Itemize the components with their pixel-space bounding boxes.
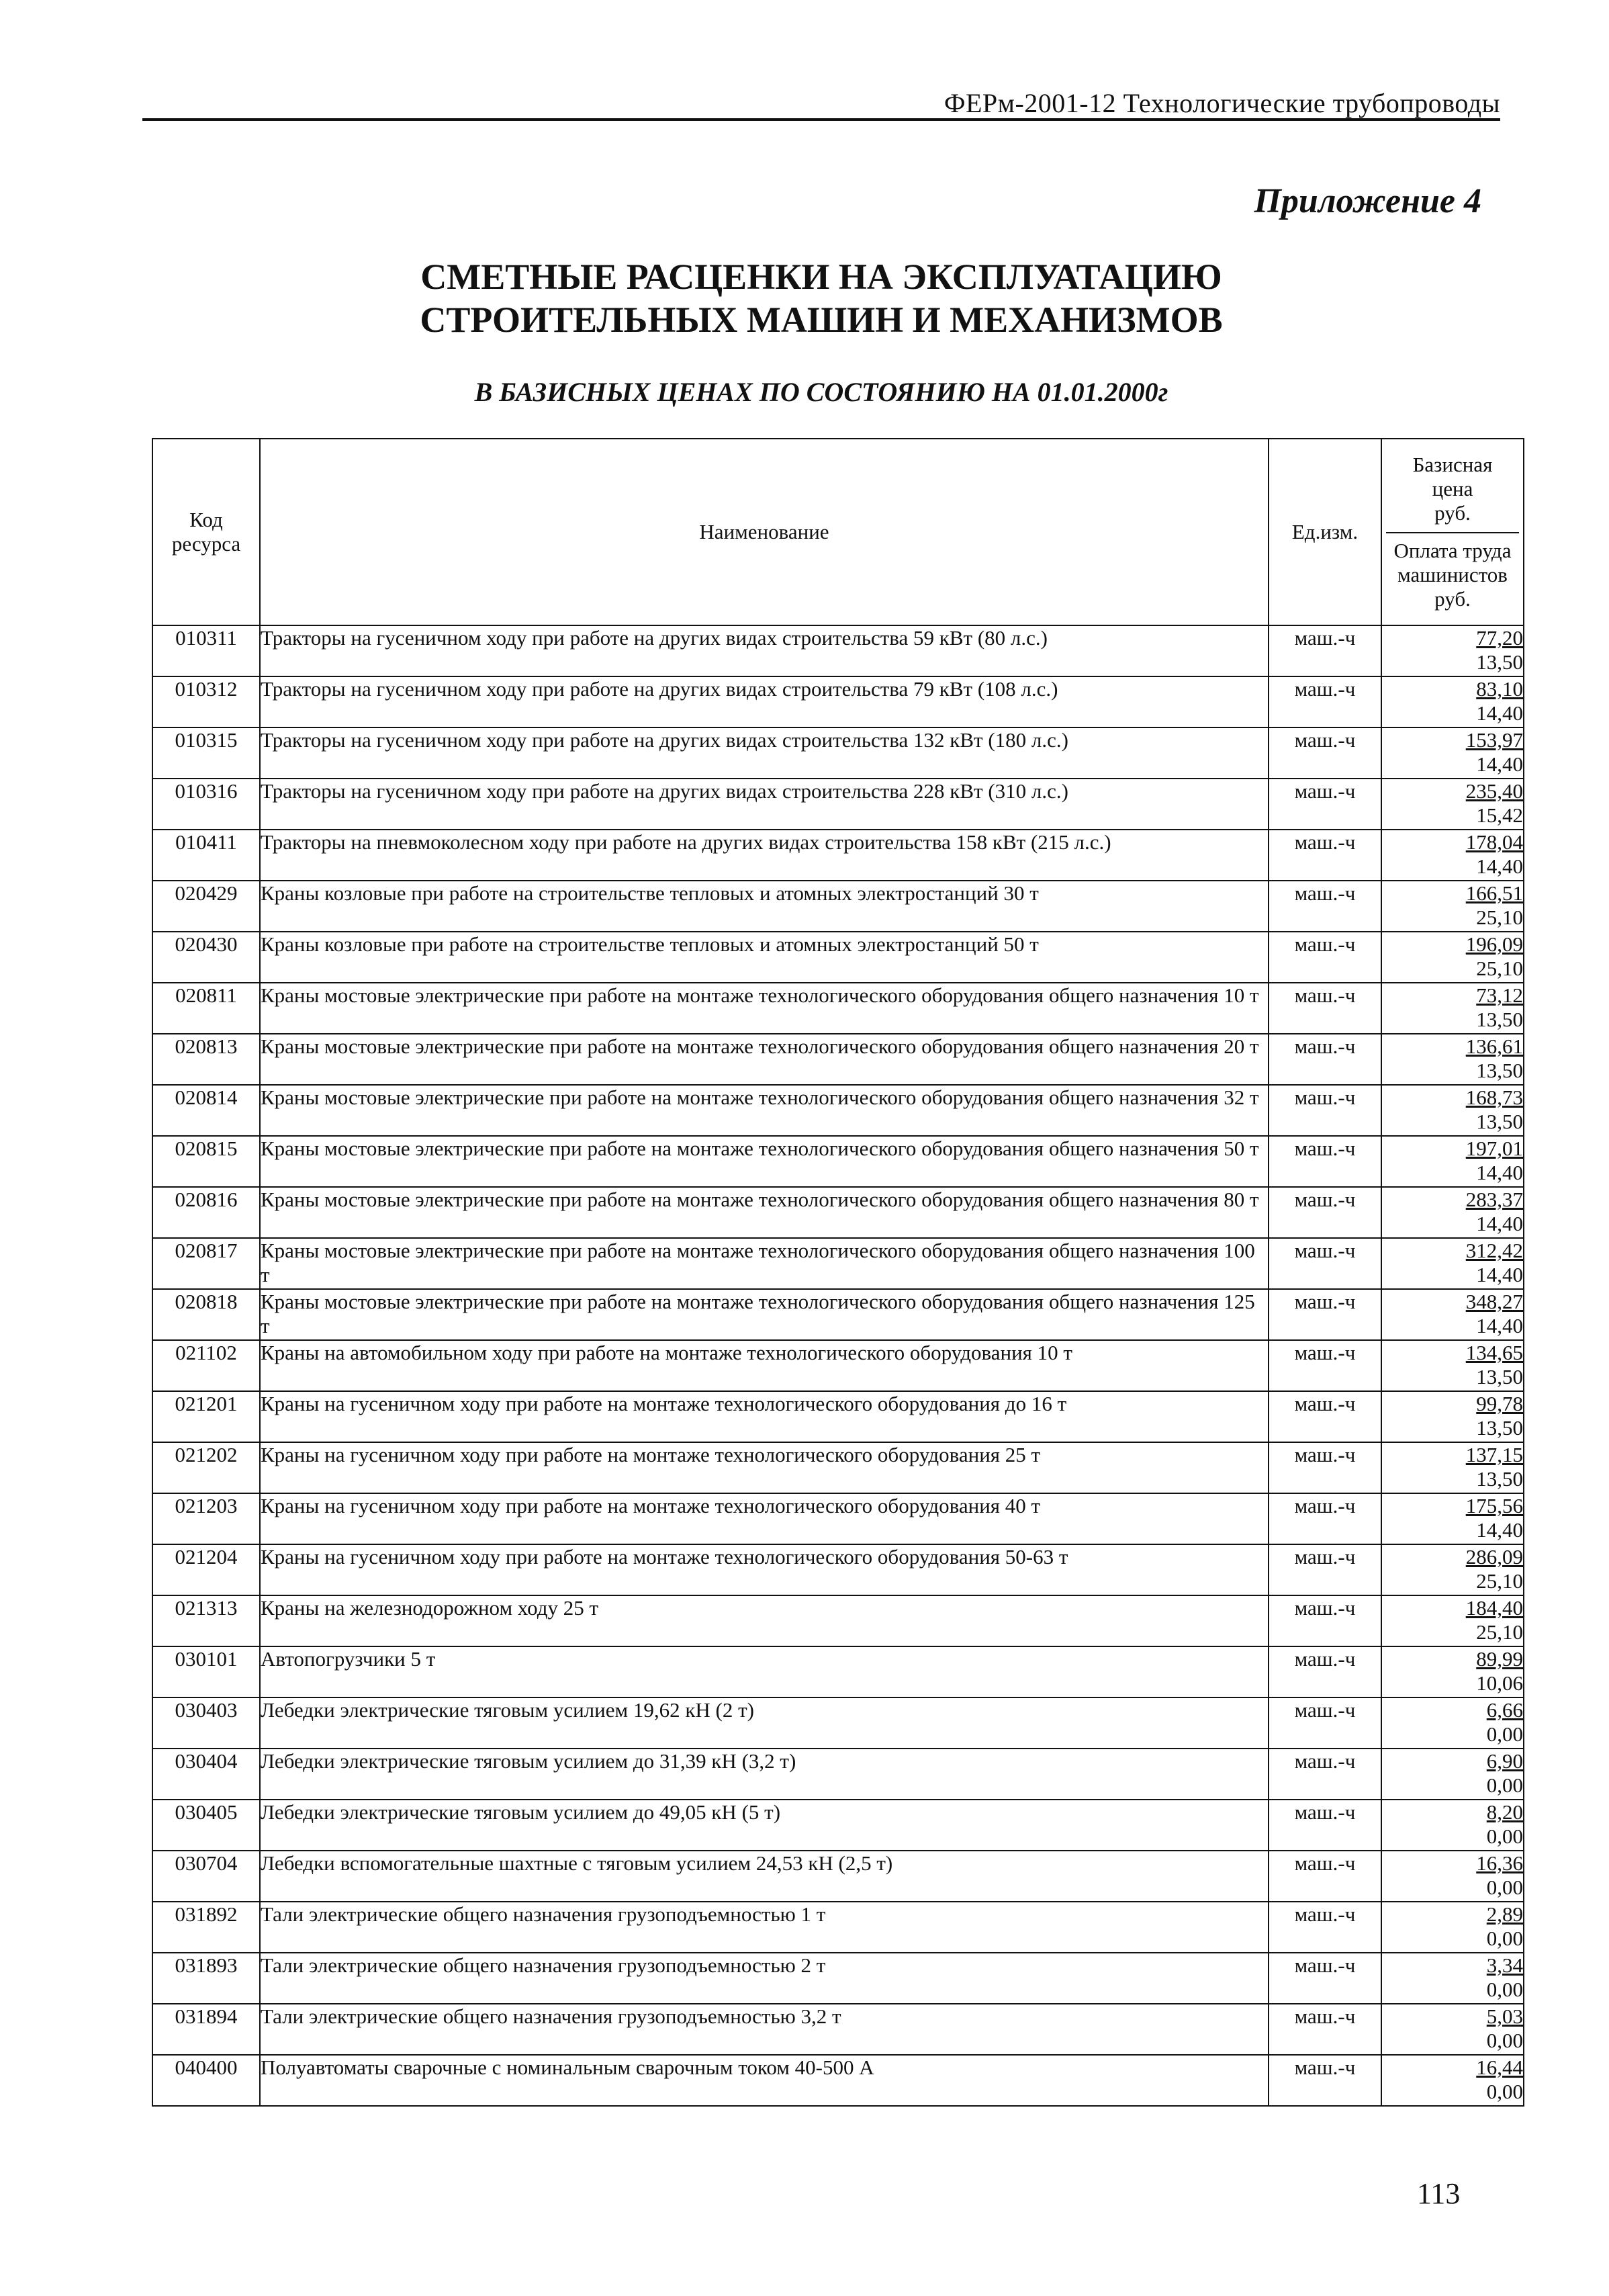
base-price: 283,37	[1465, 1188, 1523, 1211]
resource-code: 030405	[152, 1800, 260, 1851]
resource-code: 020429	[152, 881, 260, 932]
operator-wage: 14,40	[1476, 1314, 1523, 1337]
price-cell	[1381, 779, 1524, 830]
operator-wage: 0,00	[1486, 1978, 1523, 2001]
resource-name: Краны на железнодорожном ходу 25 т	[260, 1595, 1269, 1646]
resource-name: Тали электрические общего назначения грузоподъемностью 3,2 т	[260, 2004, 1269, 2055]
resource-unit: маш.-ч	[1269, 1238, 1381, 1289]
price-cell	[1381, 1238, 1524, 1289]
resource-name: Краны мостовые электрические при работе на монтаже технологического оборудования общего назначения 50 т	[260, 1136, 1269, 1187]
resource-name: Краны мостовые электрические при работе на монтаже технологического оборудования общего назначения 32 т	[260, 1085, 1269, 1136]
table-row	[152, 1136, 1524, 1187]
resource-name: Лебедки электрические тяговым усилием 19,62 кН (2 т)	[260, 1697, 1269, 1749]
resource-code: 020815	[152, 1136, 260, 1187]
resource-name: Лебедки электрические тяговым усилием до 31,39 кН (3,2 т)	[260, 1749, 1269, 1800]
price-cell	[1381, 1034, 1524, 1085]
base-price: 5,03	[1486, 2004, 1523, 2028]
base-price: 286,09	[1465, 1545, 1523, 1569]
operator-wage: 14,40	[1476, 752, 1523, 776]
price-cell	[1381, 1289, 1524, 1340]
base-price: 6,66	[1486, 1698, 1523, 1722]
operator-wage: 13,50	[1476, 1467, 1523, 1491]
table-row	[152, 830, 1524, 881]
resource-unit: маш.-ч	[1269, 1085, 1381, 1136]
resource-name: Лебедки вспомогательные шахтные с тяговым усилием 24,53 кН (2,5 т)	[260, 1851, 1269, 1902]
resource-code: 021313	[152, 1595, 260, 1646]
resource-unit: маш.-ч	[1269, 2004, 1381, 2055]
table-row	[152, 779, 1524, 830]
resource-unit: маш.-ч	[1269, 1340, 1381, 1391]
operator-wage: 14,40	[1476, 1263, 1523, 1286]
price-cell	[1381, 881, 1524, 932]
price-cell	[1381, 1646, 1524, 1697]
header-price-line2: цена	[1432, 477, 1473, 500]
table-row	[152, 1034, 1524, 1085]
table-row	[152, 625, 1524, 676]
resource-code: 021102	[152, 1340, 260, 1391]
price-cell	[1381, 1851, 1524, 1902]
running-header: ФЕРм-2001-12 Технологические трубопроводы	[944, 88, 1500, 118]
price-cell	[1381, 727, 1524, 779]
resource-unit: маш.-ч	[1269, 1442, 1381, 1493]
resource-name: Краны мостовые электрические при работе на монтаже технологического оборудования общего назначения 125 т	[260, 1289, 1269, 1340]
price-cell	[1381, 1340, 1524, 1391]
title-line-1: СМЕТНЫЕ РАСЦЕНКИ НА ЭКСПЛУАТАЦИЮ	[420, 257, 1222, 297]
resource-name: Автопогрузчики 5 т	[260, 1646, 1269, 1697]
resource-unit: маш.-ч	[1269, 1749, 1381, 1800]
operator-wage: 14,40	[1476, 701, 1523, 725]
title-line-2: СТРОИТЕЛЬНЫХ МАШИН И МЕХАНИЗМОВ	[420, 300, 1223, 340]
operator-wage: 15,42	[1476, 803, 1523, 827]
base-price: 77,20	[1476, 626, 1523, 650]
table-row	[152, 1442, 1524, 1493]
operator-wage: 0,00	[1486, 1927, 1523, 1950]
resource-code: 030404	[152, 1749, 260, 1800]
price-cell	[1381, 1902, 1524, 1953]
operator-wage: 13,50	[1476, 1110, 1523, 1133]
base-price: 136,61	[1465, 1034, 1523, 1058]
resource-name: Тали электрические общего назначения грузоподъемностью 2 т	[260, 1953, 1269, 2004]
header-rule	[142, 118, 1500, 121]
price-cell	[1381, 1187, 1524, 1238]
resource-code: 040400	[152, 2055, 260, 2106]
header-wage-line1: Оплата труда	[1393, 539, 1512, 562]
base-price: 153,97	[1465, 728, 1523, 752]
resource-unit: маш.-ч	[1269, 1697, 1381, 1749]
resource-name: Тракторы на гусеничном ходу при работе на других видах строительства 79 кВт (108 л.с.)	[260, 676, 1269, 727]
table-row	[152, 1493, 1524, 1544]
resource-unit: маш.-ч	[1269, 1800, 1381, 1851]
table-body	[152, 625, 1524, 2106]
resource-code: 010315	[152, 727, 260, 779]
operator-wage: 0,00	[1486, 2029, 1523, 2052]
table-row	[152, 1085, 1524, 1136]
base-price: 3,34	[1486, 1953, 1523, 1977]
price-cell	[1381, 1544, 1524, 1595]
base-price: 134,65	[1465, 1341, 1523, 1364]
resource-unit: маш.-ч	[1269, 932, 1381, 983]
resource-unit: маш.-ч	[1269, 676, 1381, 727]
resource-name: Тали электрические общего назначения грузоподъемностью 1 т	[260, 1902, 1269, 1953]
operator-wage: 13,50	[1476, 1416, 1523, 1440]
table-row	[152, 1238, 1524, 1289]
operator-wage: 14,40	[1476, 1161, 1523, 1184]
price-cell	[1381, 1697, 1524, 1749]
table-row	[152, 1340, 1524, 1391]
resource-name: Краны мостовые электрические при работе на монтаже технологического оборудования общего назначения 100 т	[260, 1238, 1269, 1289]
header-code: Код ресурса	[152, 439, 260, 625]
operator-wage: 0,00	[1486, 1875, 1523, 1899]
resource-code: 020813	[152, 1034, 260, 1085]
base-price: 16,36	[1476, 1851, 1523, 1875]
rates-table	[152, 438, 1524, 2107]
table-row	[152, 676, 1524, 727]
appendix-label: Приложение 4	[1254, 182, 1481, 220]
price-cell	[1381, 1136, 1524, 1187]
resource-name: Краны мостовые электрические при работе на монтаже технологического оборудования общего назначения 80 т	[260, 1187, 1269, 1238]
resource-code: 021203	[152, 1493, 260, 1544]
resource-code: 031892	[152, 1902, 260, 1953]
resource-unit: маш.-ч	[1269, 1493, 1381, 1544]
base-price: 175,56	[1465, 1494, 1523, 1517]
base-price: 168,73	[1465, 1086, 1523, 1109]
price-cell	[1381, 1953, 1524, 2004]
resource-unit: маш.-ч	[1269, 1289, 1381, 1340]
resource-code: 031894	[152, 2004, 260, 2055]
resource-unit: маш.-ч	[1269, 1902, 1381, 1953]
header-price-divider	[1386, 532, 1519, 533]
resource-unit: маш.-ч	[1269, 1187, 1381, 1238]
base-price: 184,40	[1465, 1596, 1523, 1620]
table-row	[152, 1953, 1524, 2004]
resource-code: 020430	[152, 932, 260, 983]
base-price: 348,27	[1465, 1290, 1523, 1313]
resource-code: 021204	[152, 1544, 260, 1595]
page-subtitle: В БАЗИСНЫХ ЦЕНАХ ПО СОСТОЯНИЮ НА 01.01.2000г	[474, 377, 1168, 407]
price-cell	[1381, 983, 1524, 1034]
table-row	[152, 1289, 1524, 1340]
resource-name: Краны козловые при работе на строительстве тепловых и атомных электростанций 30 т	[260, 881, 1269, 932]
resource-code: 020816	[152, 1187, 260, 1238]
operator-wage: 0,00	[1486, 2080, 1523, 2103]
resource-unit: маш.-ч	[1269, 1953, 1381, 2004]
resource-code: 010311	[152, 625, 260, 676]
table-row	[152, 2055, 1524, 2106]
price-cell	[1381, 2004, 1524, 2055]
base-price: 6,90	[1486, 1749, 1523, 1773]
price-cell	[1381, 1391, 1524, 1442]
base-price: 83,10	[1476, 677, 1523, 701]
price-cell	[1381, 830, 1524, 881]
table-row	[152, 1187, 1524, 1238]
price-cell	[1381, 2055, 1524, 2106]
resource-unit: маш.-ч	[1269, 779, 1381, 830]
resource-name: Краны на гусеничном ходу при работе на монтаже технологического оборудования 50-63 т	[260, 1544, 1269, 1595]
table-row	[152, 1544, 1524, 1595]
resource-name: Краны на гусеничном ходу при работе на монтаже технологического оборудования 40 т	[260, 1493, 1269, 1544]
page-title	[142, 255, 1500, 341]
table-row	[152, 727, 1524, 779]
operator-wage: 13,50	[1476, 1059, 1523, 1082]
header-unit: Ед.изм.	[1269, 439, 1381, 625]
resource-unit: маш.-ч	[1269, 1544, 1381, 1595]
resource-unit: маш.-ч	[1269, 1646, 1381, 1697]
price-cell	[1381, 1800, 1524, 1851]
base-price: 137,15	[1465, 1443, 1523, 1466]
base-price: 197,01	[1465, 1137, 1523, 1160]
resource-code: 020818	[152, 1289, 260, 1340]
resource-name: Краны на гусеничном ходу при работе на монтаже технологического оборудования до 16 т	[260, 1391, 1269, 1442]
base-price: 196,09	[1465, 932, 1523, 956]
base-price: 235,40	[1465, 779, 1523, 803]
operator-wage: 13,50	[1476, 1008, 1523, 1031]
resource-code: 010316	[152, 779, 260, 830]
operator-wage: 0,00	[1486, 1773, 1523, 1797]
operator-wage: 14,40	[1476, 854, 1523, 878]
table-row	[152, 881, 1524, 932]
operator-wage: 25,10	[1476, 1620, 1523, 1644]
resource-unit: маш.-ч	[1269, 983, 1381, 1034]
table-row	[152, 1851, 1524, 1902]
table-row	[152, 983, 1524, 1034]
price-cell	[1381, 1085, 1524, 1136]
table-row	[152, 1800, 1524, 1851]
operator-wage: 14,40	[1476, 1518, 1523, 1542]
operator-wage: 14,40	[1476, 1212, 1523, 1235]
base-price: 178,04	[1465, 830, 1523, 854]
table-row	[152, 932, 1524, 983]
resource-name: Краны на автомобильном ходу при работе на монтаже технологического оборудования 10 т	[260, 1340, 1269, 1391]
resource-unit: маш.-ч	[1269, 1034, 1381, 1085]
base-price: 99,78	[1476, 1392, 1523, 1415]
table-row	[152, 1595, 1524, 1646]
resource-code: 021201	[152, 1391, 260, 1442]
operator-wage: 25,10	[1476, 957, 1523, 980]
resource-unit: маш.-ч	[1269, 1391, 1381, 1442]
resource-code: 031893	[152, 1953, 260, 2004]
resource-unit: маш.-ч	[1269, 2055, 1381, 2106]
resource-name: Тракторы на пневмоколесном ходу при работе на других видах строительства 158 кВт (215 л.с.)	[260, 830, 1269, 881]
table-row	[152, 1697, 1524, 1749]
resource-name: Краны мостовые электрические при работе на монтаже технологического оборудования общего назначения 20 т	[260, 1034, 1269, 1085]
table-row	[152, 2004, 1524, 2055]
base-price: 89,99	[1476, 1647, 1523, 1671]
operator-wage: 25,10	[1476, 906, 1523, 929]
operator-wage: 0,00	[1486, 1722, 1523, 1746]
page-number: 113	[1417, 2177, 1461, 2210]
resource-code: 020811	[152, 983, 260, 1034]
price-cell	[1381, 1442, 1524, 1493]
resource-code: 010411	[152, 830, 260, 881]
resource-unit: маш.-ч	[1269, 1136, 1381, 1187]
base-price: 73,12	[1476, 983, 1523, 1007]
header-wage-line2: машинистов	[1397, 563, 1508, 586]
base-price: 16,44	[1476, 2056, 1523, 2079]
operator-wage: 13,50	[1476, 650, 1523, 674]
resource-name: Лебедки электрические тяговым усилием до 49,05 кН (5 т)	[260, 1800, 1269, 1851]
base-price: 2,89	[1486, 1902, 1523, 1926]
base-price: 312,42	[1465, 1239, 1523, 1262]
resource-name: Тракторы на гусеничном ходу при работе на других видах строительства 59 кВт (80 л.с.)	[260, 625, 1269, 676]
resource-unit: маш.-ч	[1269, 1851, 1381, 1902]
resource-name: Полуавтоматы сварочные с номинальным сварочным током 40-500 А	[260, 2055, 1269, 2106]
operator-wage: 10,06	[1476, 1671, 1523, 1695]
resource-code: 020814	[152, 1085, 260, 1136]
table-header-row	[152, 439, 1524, 625]
resource-unit: маш.-ч	[1269, 1595, 1381, 1646]
price-cell	[1381, 1595, 1524, 1646]
operator-wage: 13,50	[1476, 1365, 1523, 1388]
resource-name: Краны мостовые электрические при работе на монтаже технологического оборудования общего назначения 10 т	[260, 983, 1269, 1034]
resource-name: Краны на гусеничном ходу при работе на монтаже технологического оборудования 25 т	[260, 1442, 1269, 1493]
header-price-line1: Базисная	[1412, 453, 1493, 476]
resource-name: Тракторы на гусеничном ходу при работе на других видах строительства 132 кВт (180 л.с.)	[260, 727, 1269, 779]
header-name: Наименование	[260, 439, 1269, 625]
resource-unit: маш.-ч	[1269, 881, 1381, 932]
resource-code: 030704	[152, 1851, 260, 1902]
price-cell	[1381, 676, 1524, 727]
resource-code: 020817	[152, 1238, 260, 1289]
header-wage-line3: руб.	[1434, 587, 1471, 611]
table-row	[152, 1749, 1524, 1800]
operator-wage: 25,10	[1476, 1569, 1523, 1593]
resource-code: 010312	[152, 676, 260, 727]
base-price: 166,51	[1465, 881, 1523, 905]
operator-wage: 0,00	[1486, 1824, 1523, 1848]
resource-code: 030403	[152, 1697, 260, 1749]
resource-name: Краны козловые при работе на строительстве тепловых и атомных электростанций 50 т	[260, 932, 1269, 983]
price-cell	[1381, 932, 1524, 983]
price-cell	[1381, 1493, 1524, 1544]
resource-unit: маш.-ч	[1269, 830, 1381, 881]
base-price: 8,20	[1486, 1800, 1523, 1824]
resource-name: Тракторы на гусеничном ходу при работе на других видах строительства 228 кВт (310 л.с.)	[260, 779, 1269, 830]
resource-unit: маш.-ч	[1269, 625, 1381, 676]
resource-code: 030101	[152, 1646, 260, 1697]
table-row	[152, 1391, 1524, 1442]
table-row	[152, 1902, 1524, 1953]
resource-code: 021202	[152, 1442, 260, 1493]
price-cell	[1381, 625, 1524, 676]
resource-unit: маш.-ч	[1269, 727, 1381, 779]
price-cell	[1381, 1749, 1524, 1800]
header-price	[1381, 439, 1524, 625]
header-price-line3: руб.	[1434, 501, 1471, 525]
table-row	[152, 1646, 1524, 1697]
